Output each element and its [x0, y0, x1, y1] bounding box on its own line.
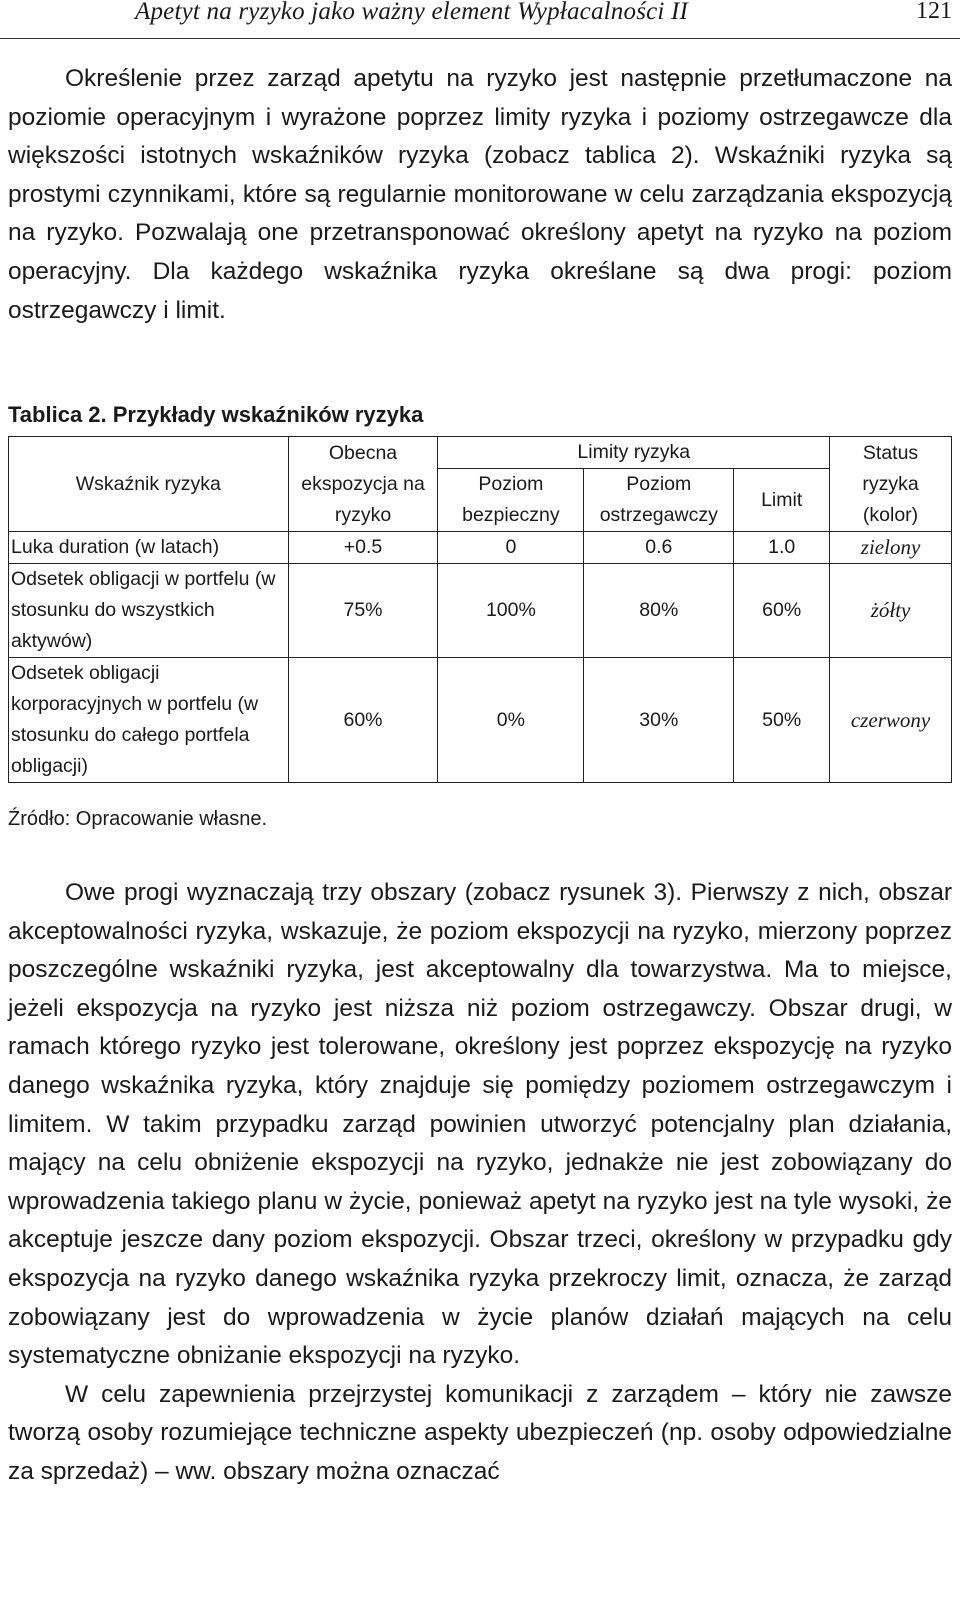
cell-exposure: +0.5 [288, 532, 438, 564]
cell-limit: 1.0 [734, 532, 830, 564]
cell-safe: 0 [438, 532, 584, 564]
table-row [9, 564, 952, 658]
cell-safe: 100% [438, 564, 584, 658]
table-row [9, 658, 952, 783]
running-header-title: Apetyt na ryzyko jako ważny element Wypłacalności II [135, 0, 689, 25]
header-limits-group: Limity ryzyka [438, 437, 830, 469]
cell-indicator: Luka duration (w latach) [9, 532, 289, 564]
cell-warning: 80% [584, 564, 734, 658]
cell-indicator: Odsetek obligacji w portfelu (w stosunku do wszystkich aktywów) [9, 564, 289, 658]
paragraph-thresholds [8, 874, 952, 1492]
header-status: Status ryzyka (kolor) [830, 437, 952, 532]
cell-status: czerwony [830, 658, 952, 783]
cell-limit: 50% [734, 658, 830, 783]
header-indicator: Wskaźnik ryzyka [9, 437, 289, 532]
header-safe-level: Poziom bezpieczny [438, 469, 584, 532]
running-header [0, 0, 960, 39]
cell-status: żółty [830, 564, 952, 658]
paragraph-thresholds-text: Owe progi wyznaczają trzy obszary (zobacz rysunek 3). Pierwszy z nich, obszar akceptowalności ryzyka, wskazuje, że poziom ekspozycji na ryzyko, mierzony poprzez poszczególne wskaźniki ryzyka, jest akceptowalny dla towarzystwa. Ma to miejsce, jeżeli ekspozycja na ryzyko jest niższa niż poziom ostrzegawczy. Obszar drugi, w ramach którego ryzyko jest tolerowane, określony jest poprzez ekspozycję na ryzyko danego wskaźnika ryzyka, który znajduje się pomiędzy poziomem ostrzegawczym i limitem. W takim przypadku zarząd powinien utworzyć potencjalny plan działania, mający na celu obniżenie ekspozycji na ryzyko, jednakże nie jest zobowiązany do wprowadzenia takiego planu w życie, ponieważ apetyt na ryzyko jest na tyle wysoki, że akceptuje jeszcze dany poziom ekspozycji. Obszar trzeci, określony w przypadku gdy ekspozycja na ryzyko danego wskaźnika ryzyka przekroczy limit, oznacza, że zarząd zobowiązany jest do wprowadzenia w życie planów działań mających na celu systematyczne obniżanie ekspozycji na ryzyko. [8, 879, 952, 1370]
paragraph-intro-text: Określenie przez zarząd apetytu na ryzyko jest następnie przetłumaczone na poziomie operacyjnym i wyrażone poprzez limity ryzyka i poziomy ostrzegawcze dla większości istotnych wskaźników ryzyka (zobacz tablica 2). Wskaźniki ryzyka są prostymi czynnikami, które są regularnie monitorowane w celu zarządzania ekspozycją na ryzyko. Pozwalają one przetransponować określony apetyt na ryzyko na poziom operacyjny. Dla każdego wskaźnika ryzyka określane są dwa progi: poziom ostrzegawczy i limit. [8, 65, 952, 324]
cell-exposure: 60% [288, 658, 438, 783]
table-row [9, 532, 952, 564]
page-number: 121 [916, 0, 952, 24]
paragraph-communication-text: W celu zapewnienia przejrzystej komunikacji z zarządem – który nie zawsze tworzą osoby rozumiejące techniczne aspekty ubezpieczeń (np. osoby odpowiedzialne za sprzedaż) – ww. obszary można oznaczać [8, 1380, 952, 1485]
table-caption: Tablica 2. Przykłady wskaźników ryzyka [8, 402, 424, 427]
cell-safe: 0% [438, 658, 584, 783]
cell-warning: 0.6 [584, 532, 734, 564]
table-source-note: Źródło: Opracowanie własne. [8, 808, 268, 830]
header-limit: Limit [734, 469, 830, 532]
cell-limit: 60% [734, 564, 830, 658]
paragraph-intro [8, 60, 952, 330]
header-warning-level: Poziom ostrzegawczy [584, 469, 734, 532]
cell-warning: 30% [584, 658, 734, 783]
cell-indicator: Odsetek obligacji korporacyjnych w portfelu (w stosunku do całego portfela obligacji) [9, 658, 289, 783]
cell-status: zielony [830, 532, 952, 564]
cell-exposure: 75% [288, 564, 438, 658]
risk-indicators-table [8, 436, 952, 783]
header-exposure: Obecna ekspozycja na ryzyko [288, 437, 438, 532]
